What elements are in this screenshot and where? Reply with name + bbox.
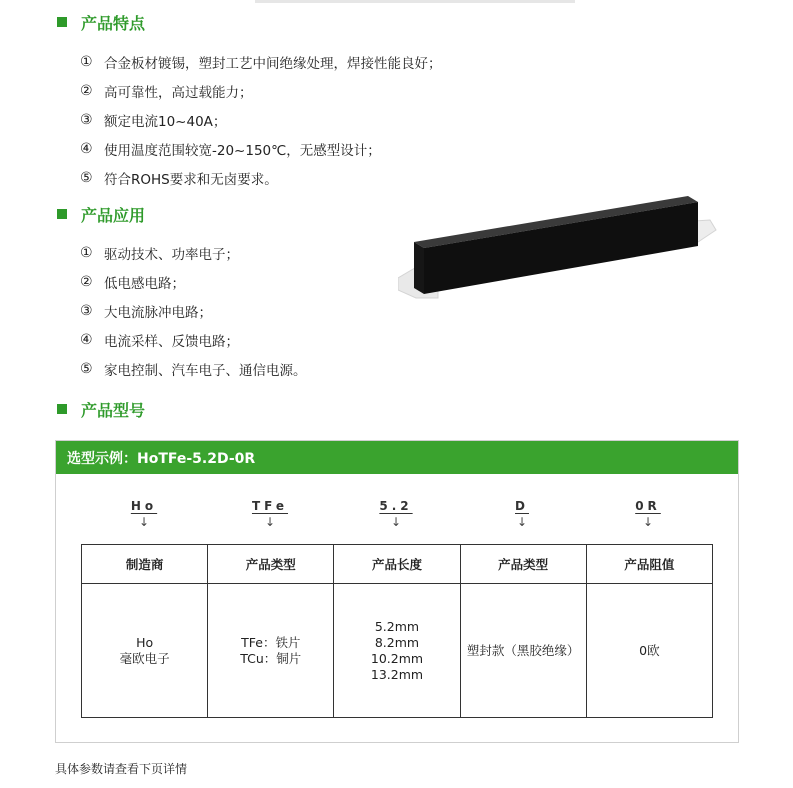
down-arrow-icon: ↓ bbox=[138, 515, 150, 529]
features-heading bbox=[57, 10, 145, 34]
table-row bbox=[82, 584, 713, 718]
code-segment: 0R ↓ bbox=[585, 499, 711, 529]
model-example-bar bbox=[56, 441, 738, 474]
list-item: ③ 大电流脉冲电路； bbox=[80, 302, 212, 321]
applications-heading bbox=[57, 202, 145, 226]
code-segment: TFe ↓ bbox=[207, 499, 333, 529]
code-segment: D ↓ bbox=[459, 499, 585, 529]
list-item: ④ 使用温度范围较宽-20~150℃，无感型设计； bbox=[80, 140, 381, 159]
model-code-row bbox=[81, 499, 713, 539]
square-bullet-icon bbox=[57, 404, 67, 414]
resistor-product-image bbox=[398, 190, 720, 310]
cell-product-length: 5.2mm 8.2mm 10.2mm 13.2mm bbox=[334, 584, 460, 718]
features-title: 产品特点 bbox=[81, 13, 146, 33]
applications-title: 产品应用 bbox=[81, 205, 146, 225]
list-item: ① 驱动技术、功率电子； bbox=[80, 244, 239, 263]
model-heading bbox=[57, 397, 145, 421]
features-list bbox=[80, 47, 442, 192]
cell-product-type-2: 塑封款（黑胶绝缘） bbox=[460, 584, 586, 718]
cell-product-type: TFe：铁片 TCu：铜片 bbox=[208, 584, 334, 718]
list-item: ② 高可靠性，高过载能力； bbox=[80, 82, 253, 101]
model-spec-table bbox=[81, 544, 713, 718]
code-segment: Ho ↓ bbox=[81, 499, 207, 529]
down-arrow-icon: ↓ bbox=[390, 515, 402, 529]
model-title: 产品型号 bbox=[81, 400, 146, 420]
table-header-row bbox=[82, 545, 713, 584]
header-product-length: 产品长度 bbox=[334, 545, 460, 584]
cell-resistance: 0欧 bbox=[586, 584, 712, 718]
list-item: ④ 电流采样、反馈电路； bbox=[80, 331, 239, 350]
list-item: ⑤ 家电控制、汽车电子、通信电源。 bbox=[80, 360, 307, 379]
header-resistance: 产品阻值 bbox=[586, 545, 712, 584]
header-manufacturer: 制造商 bbox=[82, 545, 208, 584]
list-item: ③ 额定电流10~40A； bbox=[80, 111, 227, 130]
square-bullet-icon bbox=[57, 209, 67, 219]
code-segment: 5.2 ↓ bbox=[333, 499, 459, 529]
list-item: ① 合金板材镀锡，塑封工艺中间绝缘处理，焊接性能良好； bbox=[80, 53, 442, 72]
list-item: ⑤ 符合ROHS要求和无卤要求。 bbox=[80, 169, 278, 188]
list-item: ② 低电感电路； bbox=[80, 273, 185, 292]
down-arrow-icon: ↓ bbox=[516, 515, 528, 529]
square-bullet-icon bbox=[57, 17, 67, 27]
body-front-face bbox=[424, 202, 698, 294]
top-divider bbox=[255, 0, 575, 3]
header-product-type-2: 产品类型 bbox=[460, 545, 586, 584]
footnote: 具体参数请查看下页详情 bbox=[55, 762, 188, 776]
body-end-face bbox=[414, 242, 424, 294]
applications-list bbox=[80, 238, 307, 383]
model-example-text: 选型示例：HoTFe-5.2D-0R bbox=[67, 450, 256, 467]
header-product-type: 产品类型 bbox=[208, 545, 334, 584]
cell-manufacturer: Ho 毫欧电子 bbox=[82, 584, 208, 718]
down-arrow-icon: ↓ bbox=[264, 515, 276, 529]
down-arrow-icon: ↓ bbox=[642, 515, 654, 529]
